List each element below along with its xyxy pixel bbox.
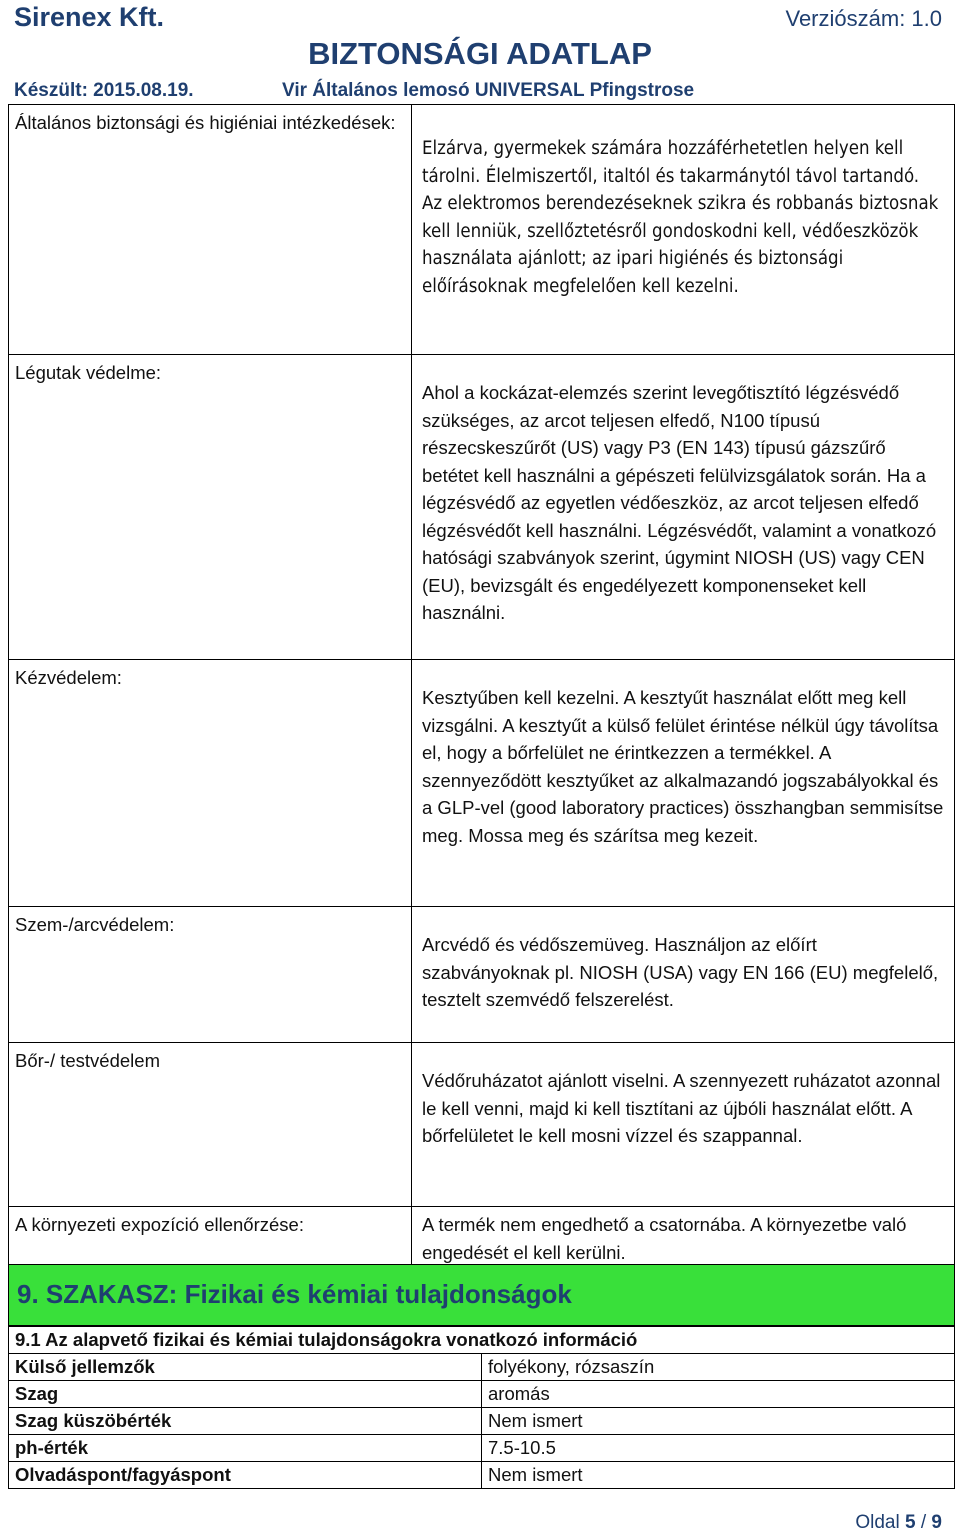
header-version: Verziószám: 1.0 — [785, 6, 942, 31]
table-row — [9, 1043, 955, 1207]
properties-subtitle-row — [9, 1327, 955, 1354]
page-total: 9 — [931, 1512, 942, 1533]
properties-table — [8, 1326, 955, 1489]
row-label: Általános biztonsági és higiéniai intézkedések: — [9, 105, 412, 355]
property-value: Nem ismert — [482, 1462, 955, 1489]
page-current: 5 — [905, 1512, 916, 1533]
table-row — [9, 1354, 955, 1381]
property-key: Külső jellemzők — [9, 1354, 482, 1381]
property-value: 7.5-10.5 — [482, 1435, 955, 1462]
table-row — [9, 105, 955, 355]
property-key: Szag küszöbérték — [9, 1408, 482, 1435]
page-number — [855, 1512, 942, 1534]
header-company: Sirenex Kft. — [14, 2, 165, 32]
document-title: BIZTONSÁGI ADATLAP — [308, 36, 652, 71]
row-label: Bőr-/ testvédelem — [9, 1043, 412, 1207]
property-value: Nem ismert — [482, 1408, 955, 1435]
table-row — [9, 1408, 955, 1435]
row-value: Ahol a kockázat-elemzés szerint levegőtisztító légzésvédő szükséges, az arcot teljesen elfedő, N100 típusú részecskeszűrőt (US) vagy P3 (EN 143) típusú gázszűrő betétet kell használni a gépészeti felülvizsgálatok során. Ha a légzésvédő az egyetlen védőeszköz, az arcot teljesen elfedő légzésvédőt kell használni. Légzésvédőt, valamint a vonatkozó hatósági szabványok szerint, úgymint NIOSH (US) vagy CEN (EU), bevizsgált és engedélyezett komponenseket kell használni. — [412, 355, 955, 660]
row-value: Védőruházatot ajánlott viselni. A szennyezett ruházatot azonnal le kell venni, majd ki kell tisztítani az újbóli használat előtt. A bőrfelületet le kell mosni vízzel és szappannal. — [412, 1043, 955, 1207]
property-key: Szag — [9, 1381, 482, 1408]
property-value: aromás — [482, 1381, 955, 1408]
protection-measures-table — [8, 104, 955, 1275]
row-value: Kesztyűben kell kezelni. A kesztyűt használat előtt meg kell vizsgálni. A kesztyűt a külső felület érintése nélkül úgy távolítsa el, hogy a bőrfelület ne érintkezzen a termékkel. A szennyeződött kesztyűket az alkalmazandó jogszabályokkal és a GLP-vel (good laboratory practices) összhangban semmisítse meg. Mossa meg és szárítsa meg kezeit. — [412, 660, 955, 907]
header-created-date: Készült: 2015.08.19. — [14, 80, 194, 101]
row-label: Szem-/arcvédelem: — [9, 907, 412, 1043]
page-separator: / — [920, 1512, 927, 1533]
section-banner — [8, 1264, 955, 1326]
row-label: Kézvédelem: — [9, 660, 412, 907]
table-row — [9, 1381, 955, 1408]
row-label: A környezeti expozíció ellenőrzése: — [9, 1207, 412, 1275]
property-key: ph-érték — [9, 1435, 482, 1462]
table-row — [9, 660, 955, 907]
table-row — [9, 907, 955, 1043]
property-value: folyékony, rózsaszín — [482, 1354, 955, 1381]
row-value: Elzárva, gyermekek számára hozzáférhetetlen helyen kell tárolni. Élelmiszertől, italtól és takarmánytól távol tartandó. Az elektromos berendezéseknek szikra és robbanás biztosnak kell lenniük, szellőztetésről gondoskodni kell, védőeszközök használata ajánlott; az ipari higiénés és biztonsági előírásoknak megfelelően kell kezelni. — [412, 105, 955, 355]
table-row — [9, 355, 955, 660]
row-value: A termék nem engedhető a csatornába. A környezetbe való engedését el kell kerülni. — [412, 1207, 955, 1275]
section-subtitle: 9.1 Az alapvető fizikai és kémiai tulajdonságokra vonatkozó információ — [9, 1327, 955, 1354]
table-row — [9, 1435, 955, 1462]
row-label: Légutak védelme: — [9, 355, 412, 660]
table-row — [9, 1462, 955, 1489]
page-label: Oldal — [855, 1512, 900, 1533]
row-value: Arcvédő és védőszemüveg. Használjon az előírt szabványoknak pl. NIOSH (USA) vagy EN 166 (EU) megfelelő, tesztelt szemvédő felszerelést. — [412, 907, 955, 1043]
section-title: 9. SZAKASZ: Fizikai és kémiai tulajdonságok — [17, 1279, 572, 1309]
property-key: Olvadáspont/fagyáspont — [9, 1462, 482, 1489]
header-product-name: Vir Általános lemosó UNIVERSAL Pfingstrose — [282, 80, 695, 101]
